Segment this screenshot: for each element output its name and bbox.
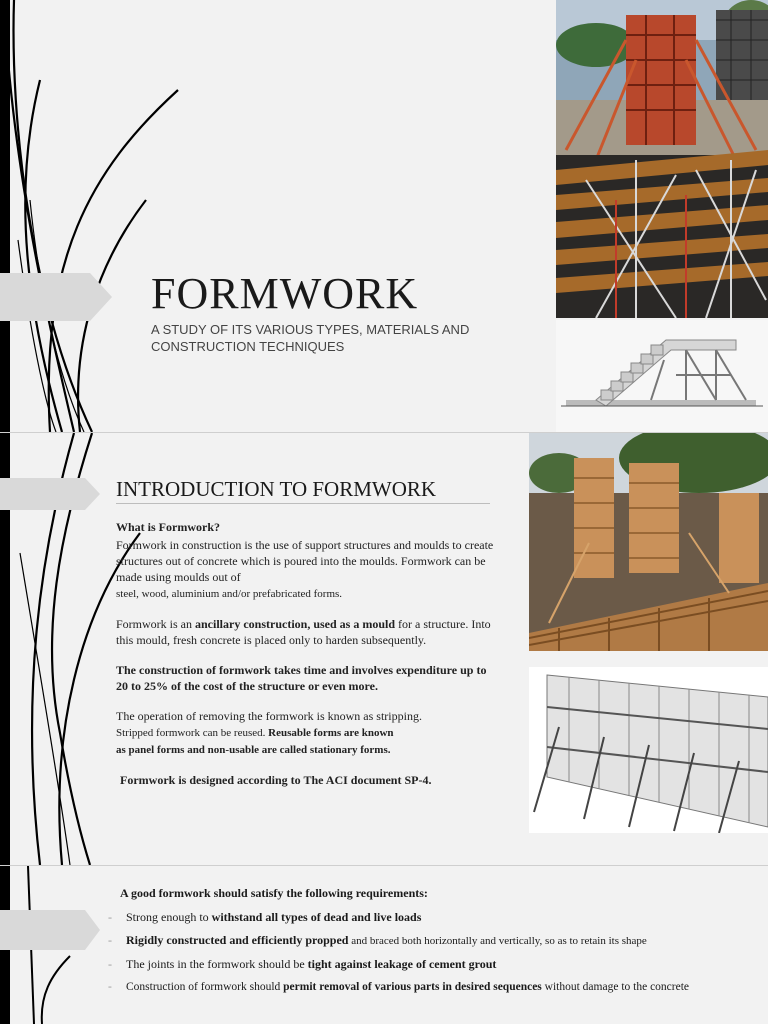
slide-tab-arrow	[0, 273, 112, 321]
subtitle-line: A STUDY OF ITS VARIOUS TYPES, MATERIALS AND	[151, 322, 470, 337]
item-text: Strong enough to	[126, 910, 212, 924]
list-item	[108, 957, 728, 972]
stair-formwork-diagram	[556, 320, 768, 432]
paragraph-text: Stripped formwork can be reused.	[116, 727, 269, 739]
dash-bullet: -	[108, 910, 112, 924]
title-slide	[0, 0, 768, 432]
formwork-photo-column	[556, 0, 768, 318]
item-text: Construction of formwork should	[126, 981, 284, 993]
paragraph-text: for a structure. Into this mould, fresh concrete is placed only to harden subsequently.	[116, 617, 491, 647]
item-bold: Rigidly constructed and efficiently propped	[126, 933, 349, 947]
item-text: without damage to the concrete	[541, 981, 690, 993]
requirements-title	[110, 886, 428, 901]
requirements-list	[108, 910, 728, 1002]
slide-tab-arrow	[0, 906, 112, 954]
dash-bullet: -	[108, 933, 112, 947]
list-item	[108, 933, 728, 949]
bold-paragraph: The construction of formwork takes time and involves expenditure up to 20 to 25% of the cost of the structure or even more.	[116, 663, 487, 693]
intro-body	[116, 519, 496, 802]
bold-text: as panel forms and non-usable are called stationary forms.	[116, 744, 391, 756]
page-title: FORMWORK	[151, 269, 419, 318]
slide-left-bar	[0, 0, 10, 432]
decorative-swirl	[0, 0, 200, 432]
dash-bullet: -	[108, 981, 112, 993]
item-text: and braced both horizontally and vertically, so as to retain its shape	[348, 935, 647, 947]
paragraph-text: Formwork is an	[116, 617, 195, 631]
paragraph-text: The operation of removing the formwork is known as stripping.	[116, 709, 422, 723]
item-bold: permit removal of various parts in desired sequences	[283, 981, 542, 993]
bold-paragraph: Formwork is designed according to The ACI document SP-4.	[120, 773, 432, 787]
requirements-title-text: A good formwork should satisfy the following requirements:	[120, 886, 428, 900]
list-item	[108, 980, 728, 994]
item-bold: tight against leakage of cement grout	[307, 957, 497, 971]
heading-underline	[116, 503, 490, 504]
panel-formwork-diagram	[529, 667, 768, 833]
item-bold: withstand all types of dead and live loads	[211, 910, 422, 924]
item-text: The joints in the formwork should be	[126, 957, 308, 971]
section-heading: INTRODUCTION TO FORMWORK	[116, 477, 437, 501]
introduction-slide	[0, 433, 768, 865]
dash-bullet: -	[108, 957, 112, 971]
subtitle	[151, 321, 481, 355]
requirements-slide	[0, 866, 768, 1024]
slide-tab-arrow	[0, 470, 112, 518]
bold-text: Reusable forms are known	[268, 727, 394, 739]
subtitle-line: CONSTRUCTION TECHNIQUES	[151, 339, 345, 354]
list-item	[108, 910, 728, 925]
formwork-site-photo	[529, 433, 768, 651]
bold-text: ancillary construction, used as a mould	[195, 617, 396, 631]
paragraph-text: steel, wood, aluminium and/or prefabricated forms.	[116, 588, 343, 600]
question-title: What is Formwork?	[116, 520, 220, 534]
paragraph-text: Formwork in construction is the use of support structures and moulds to create structures out of concrete which is poured into the moulds. Formwork can be made using moulds out of	[116, 538, 494, 584]
